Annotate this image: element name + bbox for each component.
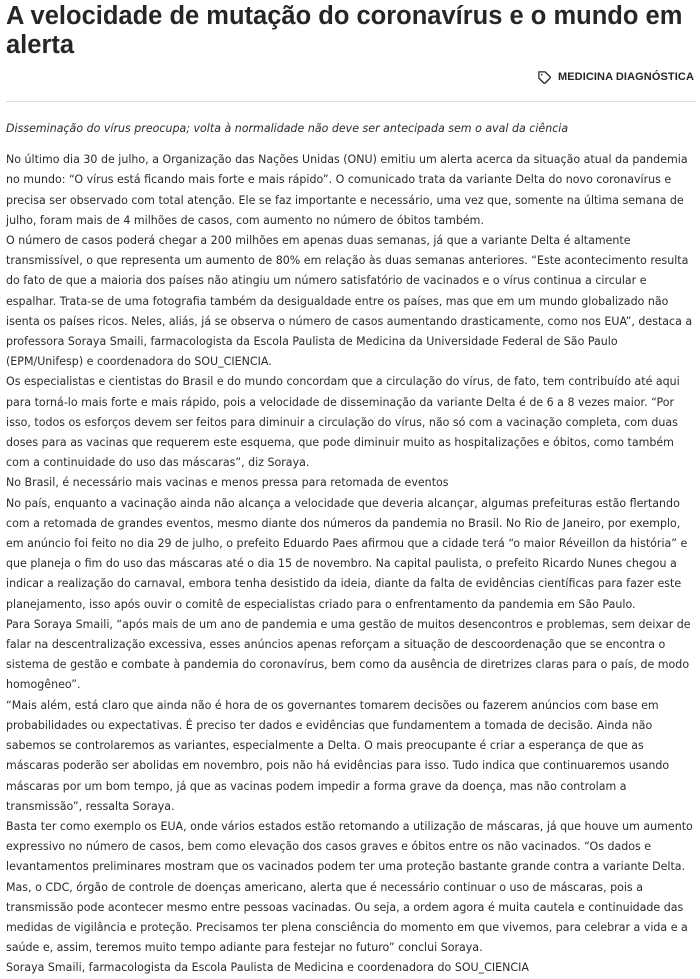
article-subtitle: Disseminação do vírus preocupa; volta à normalidade não deve ser antecipada sem o aval da ciência bbox=[6, 122, 569, 135]
category-tag[interactable] bbox=[537, 69, 694, 85]
paragraph: O número de casos poderá chegar a 200 milhões em apenas duas semanas, já que a variante Delta é altamente transmissível, o que representa um aumento de 80% em relação às duas semanas anteriores. “Este acontecimento resulta do fato de que a maioria dos países não atingiu um número satisfatório de vacinados e o vírus continua a circular e espalhar. Trata-se de uma fotografia também da desigualdade entre os países, mas que em um mundo globalizado não isenta os países ricos. Neles, aliás, já se observa o número de casos aumentando drasticamente, como nos EUA”, destaca a professora Soraya Smaili, farmacologista da Escola Paulista de Medicina da Universidade Federal de São Paulo (EPM/Unifesp) e coordenadora do SOU_CIENCIA. bbox=[6, 234, 693, 369]
author-caption: Soraya Smaili, farmacologista da Escola Paulista de Medicina e coordenadora do SOU_CIENCIA bbox=[6, 961, 529, 975]
paragraph: No país, enquanto a vacinação ainda não alcança a velocidade que deveria alcançar, algumas prefeituras estão flertando com a retomada de grandes eventos, mesmo diante dos números da pandemia no Brasil. No Rio de Janeiro, por exemplo, em anúncio foi feito no dia 29 de julho, o prefeito Eduardo Paes afirmou que a cidade terá “o maior Réveillon da história” e que planeja o fim do uso das máscaras até o dia 15 de novembro. Na capital paulista, o prefeito Ricardo Nunes chegou a indicar a realização do carnaval, embora tenha desistido da ideia, diante da falta de evidências científicas para fazer este planejamento, isso após ouvir o comitê de especialistas criado para o enfrentamento da pandemia em São Paulo. bbox=[6, 496, 688, 611]
paragraph: Basta ter como exemplo os EUA, onde vários estados estão retomando a utilização de máscaras, já que houve um aumento expressivo no número de casos, bem como elevação dos casos graves e óbitos entre os não vacinados. “Os dados e levantamentos preliminares mostram que os vacinados podem ter uma proteção bastante grande contra a variante Delta. Mas, o CDC, órgão de controle de doenças americano, alerta que é necessário continuar o uso de máscaras, pois a transmissão pode acontecer mesmo entre pessoas vacinadas. Ou seja, a ordem agora é muita cautela e continuidade das medidas de vigilância e proteção. Precisamos ter plena consciência do momento em que vivemos, para celebrar a vida e a saúde e, assim, teremos muito tempo adiante para festejar no futuro” conclui Soraya. bbox=[6, 819, 693, 955]
paragraph: No último dia 30 de julho, a Organização das Nações Unidas (ONU) emitiu um alerta acerca da situação atual da pandemia no mundo: “O vírus está ficando mais forte e mais rápido”. O comunicado trata da variante Delta do novo coronavírus e precisa ser observado com total atenção. Ele se faz importante e necessário, uma vez que, somente na última semana de julho, foram mais de 4 milhões de casos, com aumento no número de óbitos também. bbox=[6, 153, 688, 227]
section-heading: No Brasil, é necessário mais vacinas e menos pressa para retomada de eventos bbox=[6, 476, 449, 490]
paragraph: Os especialistas e cientistas do Brasil e do mundo concordam que a circulação do vírus, de fato, tem contribuído até aqui para torná-lo mais forte e mais rápido, pois a velocidade de disseminação da variante Delta é de 6 a 8 vezes maior. “Por isso, todos os esforços devem ser feitos para diminuir a circulação do vírus, não só com a vacinação completa, com duas doses para as vacinas que requerem este esquema, que pode diminuir muito as hospitalizações e óbitos, como também com a continuidade do uso das máscaras”, diz Soraya. bbox=[6, 375, 680, 470]
article-title: A velocidade de mutação do coronavírus e o mundo em alerta bbox=[6, 2, 683, 59]
paragraph: “Mais além, está claro que ainda não é hora de os governantes tomarem decisões ou fazerem anúncios com base em probabilidades ou expectativas. É preciso ter dados e evidências que fundamentem a tomada de decisão. Ainda não sabemos se controlaremos as variantes, especialmente a Delta. O mais preocupante é criar a esperança de que as máscaras poderão ser abolidas em novembro, pois não há evidências para isso. Tudo indica que continuaremos usando máscaras por um bom tempo, já que as vacinas podem impedir a forma grave da doença, mas não controlam a transmissão”, ressalta Soraya. bbox=[6, 698, 670, 813]
paragraph: Para Soraya Smaili, “após mais de um ano de pandemia e uma gestão de muitos desencontros e problemas, sem deixar de falar na descentralização excessiva, esses anúncios apenas reforçam a situação de descoordenação que se encontra o sistema de gestão e combate à pandemia do coronavírus, bem como da ausência de diretrizes claras para o país, de modo homogêneo”. bbox=[6, 617, 691, 692]
article-body bbox=[6, 119, 696, 979]
header-divider bbox=[6, 101, 696, 102]
tag-icon bbox=[537, 70, 552, 85]
category-label[interactable]: MEDICINA DIAGNÓSTICA bbox=[557, 71, 694, 83]
